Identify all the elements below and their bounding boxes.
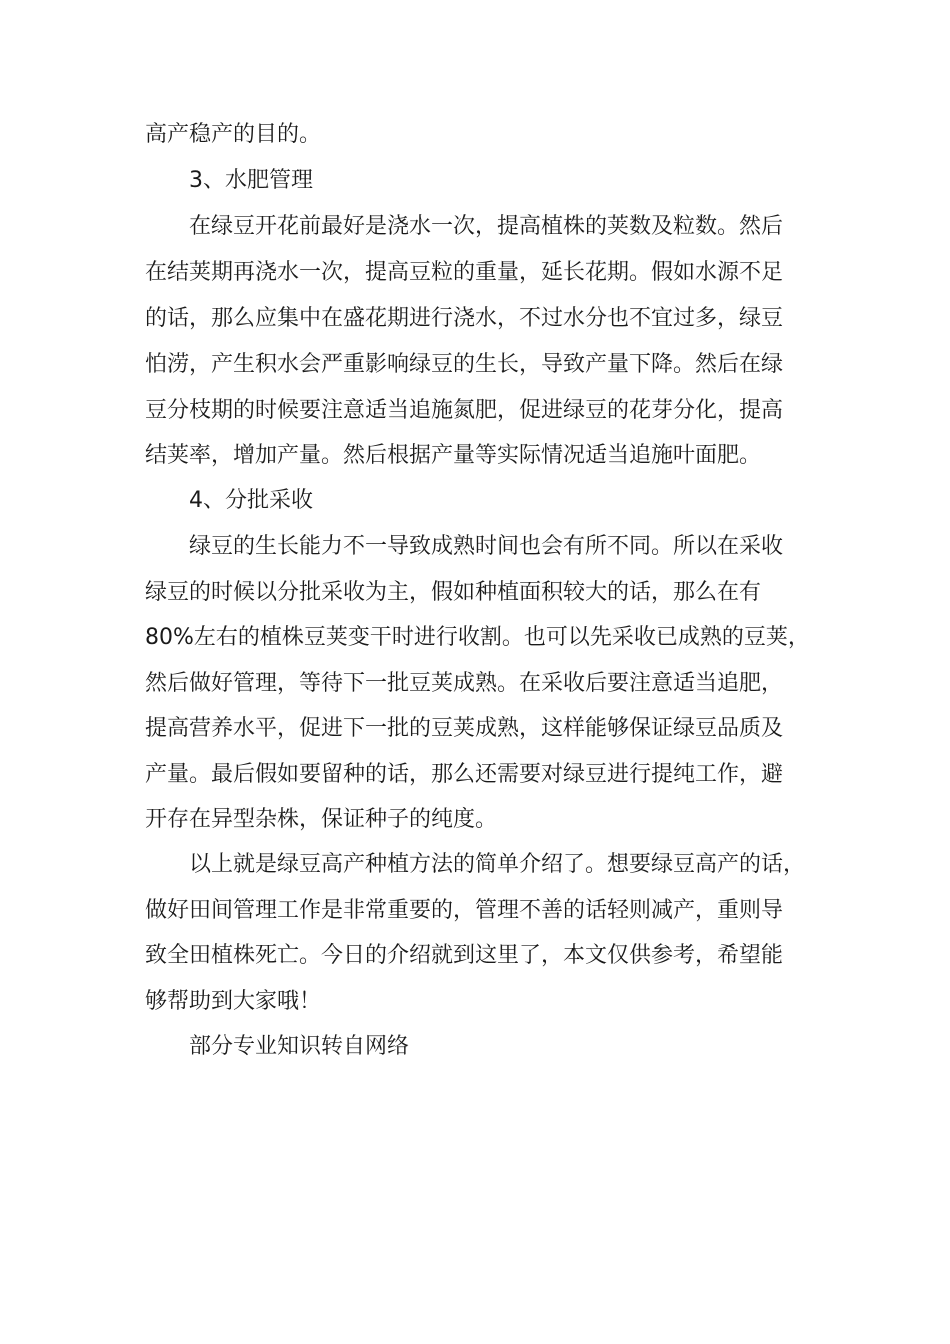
text-line: 80%左右的植株豆荚变干时进行收割。也可以先采收已成熟的豆荚， — [145, 625, 810, 650]
text-line: 高产稳产的目的。 — [145, 122, 322, 147]
text-line: 结荚率，增加产量。然后根据产量等实际情况适当追施叶面肥。 — [145, 443, 762, 468]
text-line: 绿豆的时候以分批采收为主，假如种植面积较大的话，那么在有 — [145, 580, 762, 605]
text-line: 做好田间管理工作是非常重要的，管理不善的话轻则减产，重则导 — [145, 898, 784, 923]
text-line: 然后做好管理，等待下一批豆荚成熟。在采收后要注意适当追肥， — [145, 671, 784, 696]
section-heading-water-fertilizer: 3、水肥管理 — [189, 168, 313, 193]
text-line: 以上就是绿豆高产种植方法的简单介绍了。想要绿豆高产的话， — [189, 852, 806, 877]
text-line: 在结荚期再浇水一次，提高豆粒的重量，延长花期。假如水源不足 — [145, 260, 784, 285]
source-note: 部分专业知识转自网络 — [189, 1034, 410, 1059]
text-line: 够帮助到大家哦！ — [145, 989, 322, 1014]
text-line: 提高营养水平，促进下一批的豆荚成熟，这样能够保证绿豆品质及 — [145, 716, 784, 741]
text-line: 的话，那么应集中在盛花期进行浇水，不过水分也不宜过多，绿豆 — [145, 306, 784, 331]
text-line: 豆分枝期的时候要注意适当追施氮肥，促进绿豆的花芽分化，提高 — [145, 398, 784, 423]
text-line: 开存在异型杂株，保证种子的纯度。 — [145, 807, 498, 832]
section-heading-harvest: 4、分批采收 — [189, 488, 313, 513]
text-line: 怕涝，产生积水会严重影响绿豆的生长，导致产量下降。然后在绿 — [145, 352, 784, 377]
text-line: 绿豆的生长能力不一导致成熟时间也会有所不同。所以在采收 — [189, 534, 784, 559]
text-line: 致全田植株死亡。今日的介绍就到这里了，本文仅供参考，希望能 — [145, 943, 784, 968]
text-line: 在绿豆开花前最好是浇水一次，提高植株的荚数及粒数。然后 — [189, 214, 784, 239]
text-line: 产量。最后假如要留种的话，那么还需要对绿豆进行提纯工作，避 — [145, 762, 784, 787]
